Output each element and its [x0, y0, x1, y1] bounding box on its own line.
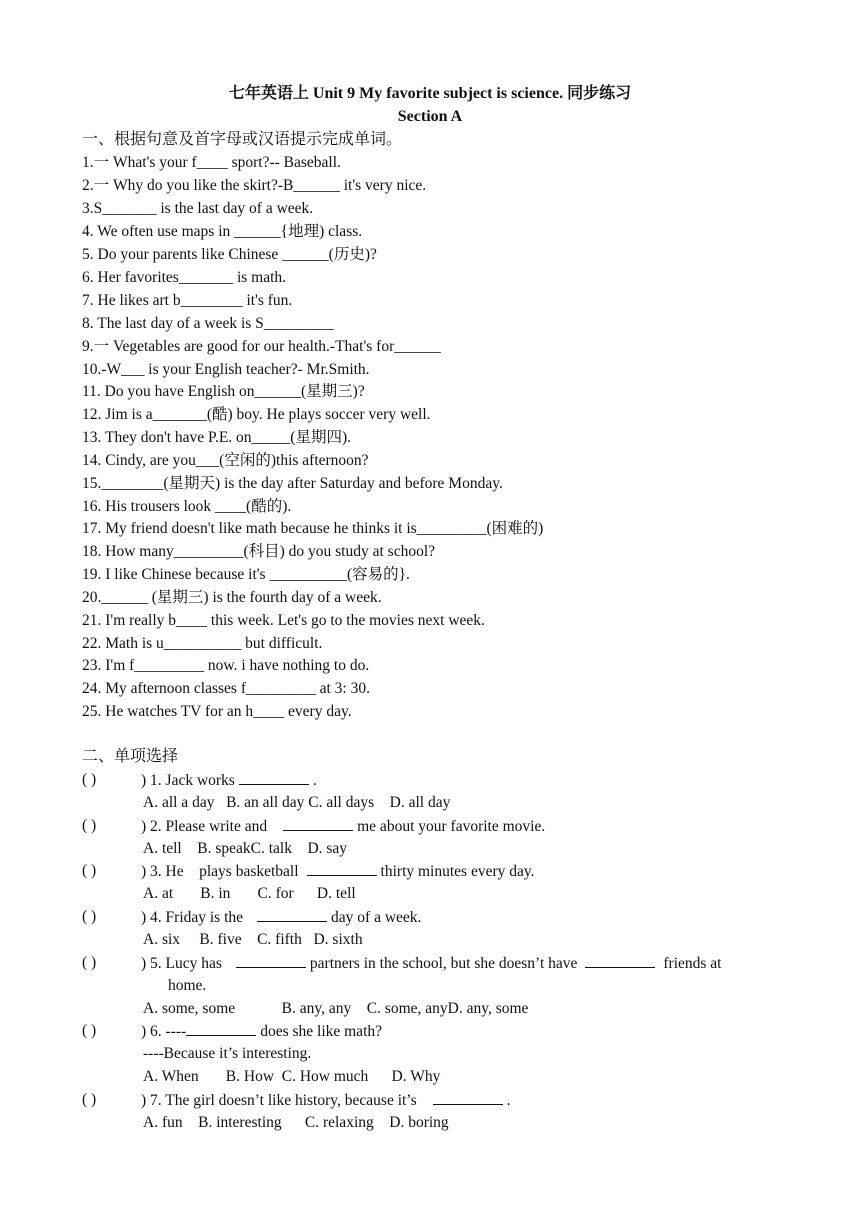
mc-question — [141, 953, 722, 974]
fill-item: 12. Jim is a_______(酷) boy. He plays soccer very well. — [82, 406, 431, 423]
mc-question — [141, 1021, 382, 1042]
answer-paren: ( ) — [82, 954, 97, 971]
mc-options: A. at B. in C. for D. tell — [143, 885, 356, 902]
mc-question — [141, 907, 421, 928]
answer-blank — [307, 861, 377, 876]
question-text: ) 2. Please write and — [141, 818, 268, 835]
answer-blank — [585, 953, 655, 968]
question-text: ) 1. Jack works — [141, 772, 235, 789]
answer-blank — [236, 953, 306, 968]
fill-item: 14. Cindy, are you___(空闲的)this afternoon? — [82, 452, 369, 469]
question-text: ) 3. He plays basketball — [141, 863, 299, 880]
answer-paren: ( ) — [82, 908, 97, 925]
fill-item: 11. Do you have English on______(星期三)? — [82, 383, 365, 400]
question-text-tail: . — [312, 772, 317, 789]
question-text: ) 6. ---- — [141, 1023, 187, 1040]
answer-blank — [257, 907, 327, 922]
question-text: ) 4. Friday is the — [141, 909, 244, 926]
question-text-mid: partners in the school, but she doesn’t have — [309, 955, 578, 972]
fill-item: 1.一 What's your f____ sport?-- Baseball. — [82, 154, 341, 171]
mc-question — [141, 1090, 511, 1111]
fill-item: 9.一 Vegetables are good for our health.-That's for______ — [82, 338, 441, 355]
question-text: ) 5. Lucy has — [141, 955, 222, 972]
question-text-tail: me about your favorite movie. — [357, 818, 546, 835]
fill-item: 21. I'm really b____ this week. Let's go to the movies next week. — [82, 612, 485, 629]
mc-question — [141, 770, 317, 791]
mc-options: A. tell B. speakC. talk D. say — [143, 840, 348, 857]
mc-options: A. six B. five C. fifth D. sixth — [143, 931, 363, 948]
answer-paren: ( ) — [82, 1022, 97, 1039]
document-title: 七年英语上 Unit 9 My favorite subject is science. 同步练习 — [228, 85, 632, 102]
fill-item: 15.________(星期天) is the day after Saturday and before Monday. — [82, 475, 503, 492]
section-title: Section A — [397, 108, 463, 125]
question-text-tail: . — [506, 1092, 511, 1109]
fill-item: 7. He likes art b________ it's fun. — [82, 292, 293, 309]
fill-item: 4. We often use maps in ______{地理) class. — [82, 223, 363, 240]
part1-heading: 一、根据句意及首字母或汉语提示完成单词。 — [82, 131, 403, 148]
fill-item: 8. The last day of a week is S_________ — [82, 315, 334, 332]
answer-blank — [283, 816, 353, 831]
question-text: ) 7. The girl doesn’t like history, because it’s — [141, 1092, 417, 1109]
fill-item: 20.______ (星期三) is the fourth day of a week. — [82, 589, 382, 606]
question-continuation: home. — [168, 977, 207, 994]
mc-options: A. all a day B. an all day C. all days D. all day — [143, 794, 451, 811]
fill-item: 25. He watches TV for an h____ every day. — [82, 703, 352, 720]
fill-item: 17. My friend doesn't like math because he thinks it is_________(困难的) — [82, 520, 544, 537]
question-text-tail: friends at — [663, 955, 722, 972]
fill-item: 13. They don't have P.E. on_____(星期四). — [82, 429, 351, 446]
mc-options: A. fun B. interesting C. relaxing D. boring — [143, 1114, 449, 1131]
fill-item: 19. I like Chinese because it's __________(容易的}. — [82, 566, 410, 583]
fill-item: 24. My afternoon classes f_________ at 3: 30. — [82, 680, 370, 697]
question-dialogue-reply: ----Because it’s interesting. — [143, 1045, 312, 1062]
fill-item: 23. I'm f_________ now. i have nothing to do. — [82, 657, 370, 674]
fill-item: 2.一 Why do you like the skirt?-B______ it's very nice. — [82, 177, 427, 194]
mc-question — [141, 816, 545, 837]
answer-paren: ( ) — [82, 1091, 97, 1108]
fill-item: 18. How many_________(科目) do you study at school? — [82, 543, 436, 560]
mc-options: A. When B. How C. How much D. Why — [143, 1068, 441, 1085]
answer-paren: ( ) — [82, 862, 97, 879]
fill-item: 6. Her favorites_______ is math. — [82, 269, 287, 286]
answer-blank — [433, 1090, 503, 1105]
fill-item: 3.S_______ is the last day of a week. — [82, 200, 314, 217]
answer-blank — [239, 770, 309, 785]
mc-options: A. some, some B. any, any C. some, anyD. any, some — [143, 1000, 529, 1017]
answer-blank — [186, 1021, 256, 1036]
question-text-tail: day of a week. — [331, 909, 422, 926]
mc-question — [141, 861, 535, 882]
answer-paren: ( ) — [82, 771, 97, 788]
fill-item: 5. Do your parents like Chinese ______(历史)? — [82, 246, 377, 263]
fill-item: 10.-W___ is your English teacher?- Mr.Smith. — [82, 361, 370, 378]
fill-item: 22. Math is u__________ but difficult. — [82, 635, 323, 652]
fill-item: 16. His trousers look ____(酷的). — [82, 498, 292, 515]
part2-heading: 二、单项选择 — [82, 748, 179, 765]
question-text-tail: thirty minutes every day. — [380, 863, 535, 880]
answer-paren: ( ) — [82, 817, 97, 834]
question-text-tail: does she like math? — [260, 1023, 383, 1040]
